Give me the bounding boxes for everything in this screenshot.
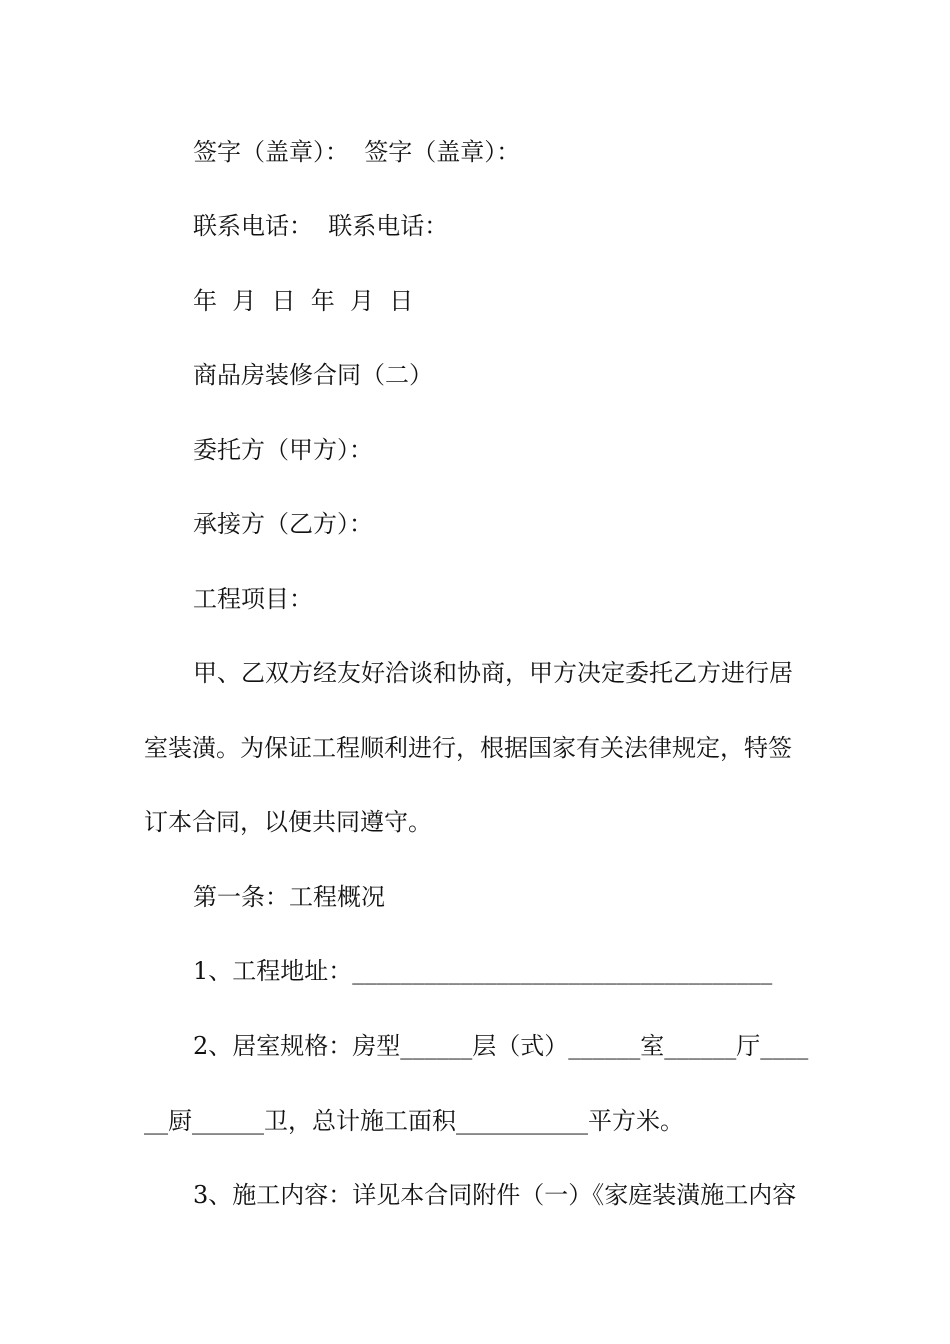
signature-line: 签字（盖章）： 签字（盖章）： — [193, 138, 521, 166]
paragraph-line: 甲、乙双方经友好洽谈和协商，甲方决定委托乙方进行居 — [193, 659, 793, 687]
construction-content-line: 3、施工内容：详见本合同附件（一）《家庭装潢施工内容 — [193, 1181, 797, 1209]
paragraph-line: 订本合同，以便共同遵守。 — [144, 808, 432, 836]
article-heading: 第一条：工程概况 — [193, 883, 385, 911]
client-party-line: 委托方（甲方）： — [193, 436, 373, 464]
room-spec-line: 2、居室规格：房型______层（式）______室______厅____ — [193, 1032, 809, 1060]
date-line: 年 月 日 年 月 日 — [193, 287, 414, 315]
contract-title: 商品房装修合同（二） — [193, 361, 433, 389]
paragraph-line: 室装潢。为保证工程顺利进行，根据国家有关法律规定，特签 — [144, 734, 792, 762]
contractor-party-line: 承接方（乙方）： — [193, 510, 373, 538]
project-line: 工程项目： — [193, 585, 313, 613]
contact-phone-line: 联系电话： 联系电话： — [193, 212, 449, 240]
project-address-line: 1、工程地址：___________________________________ — [193, 957, 773, 985]
room-spec-line-continued: __厨______卫，总计施工面积___________平方米。 — [144, 1107, 684, 1135]
